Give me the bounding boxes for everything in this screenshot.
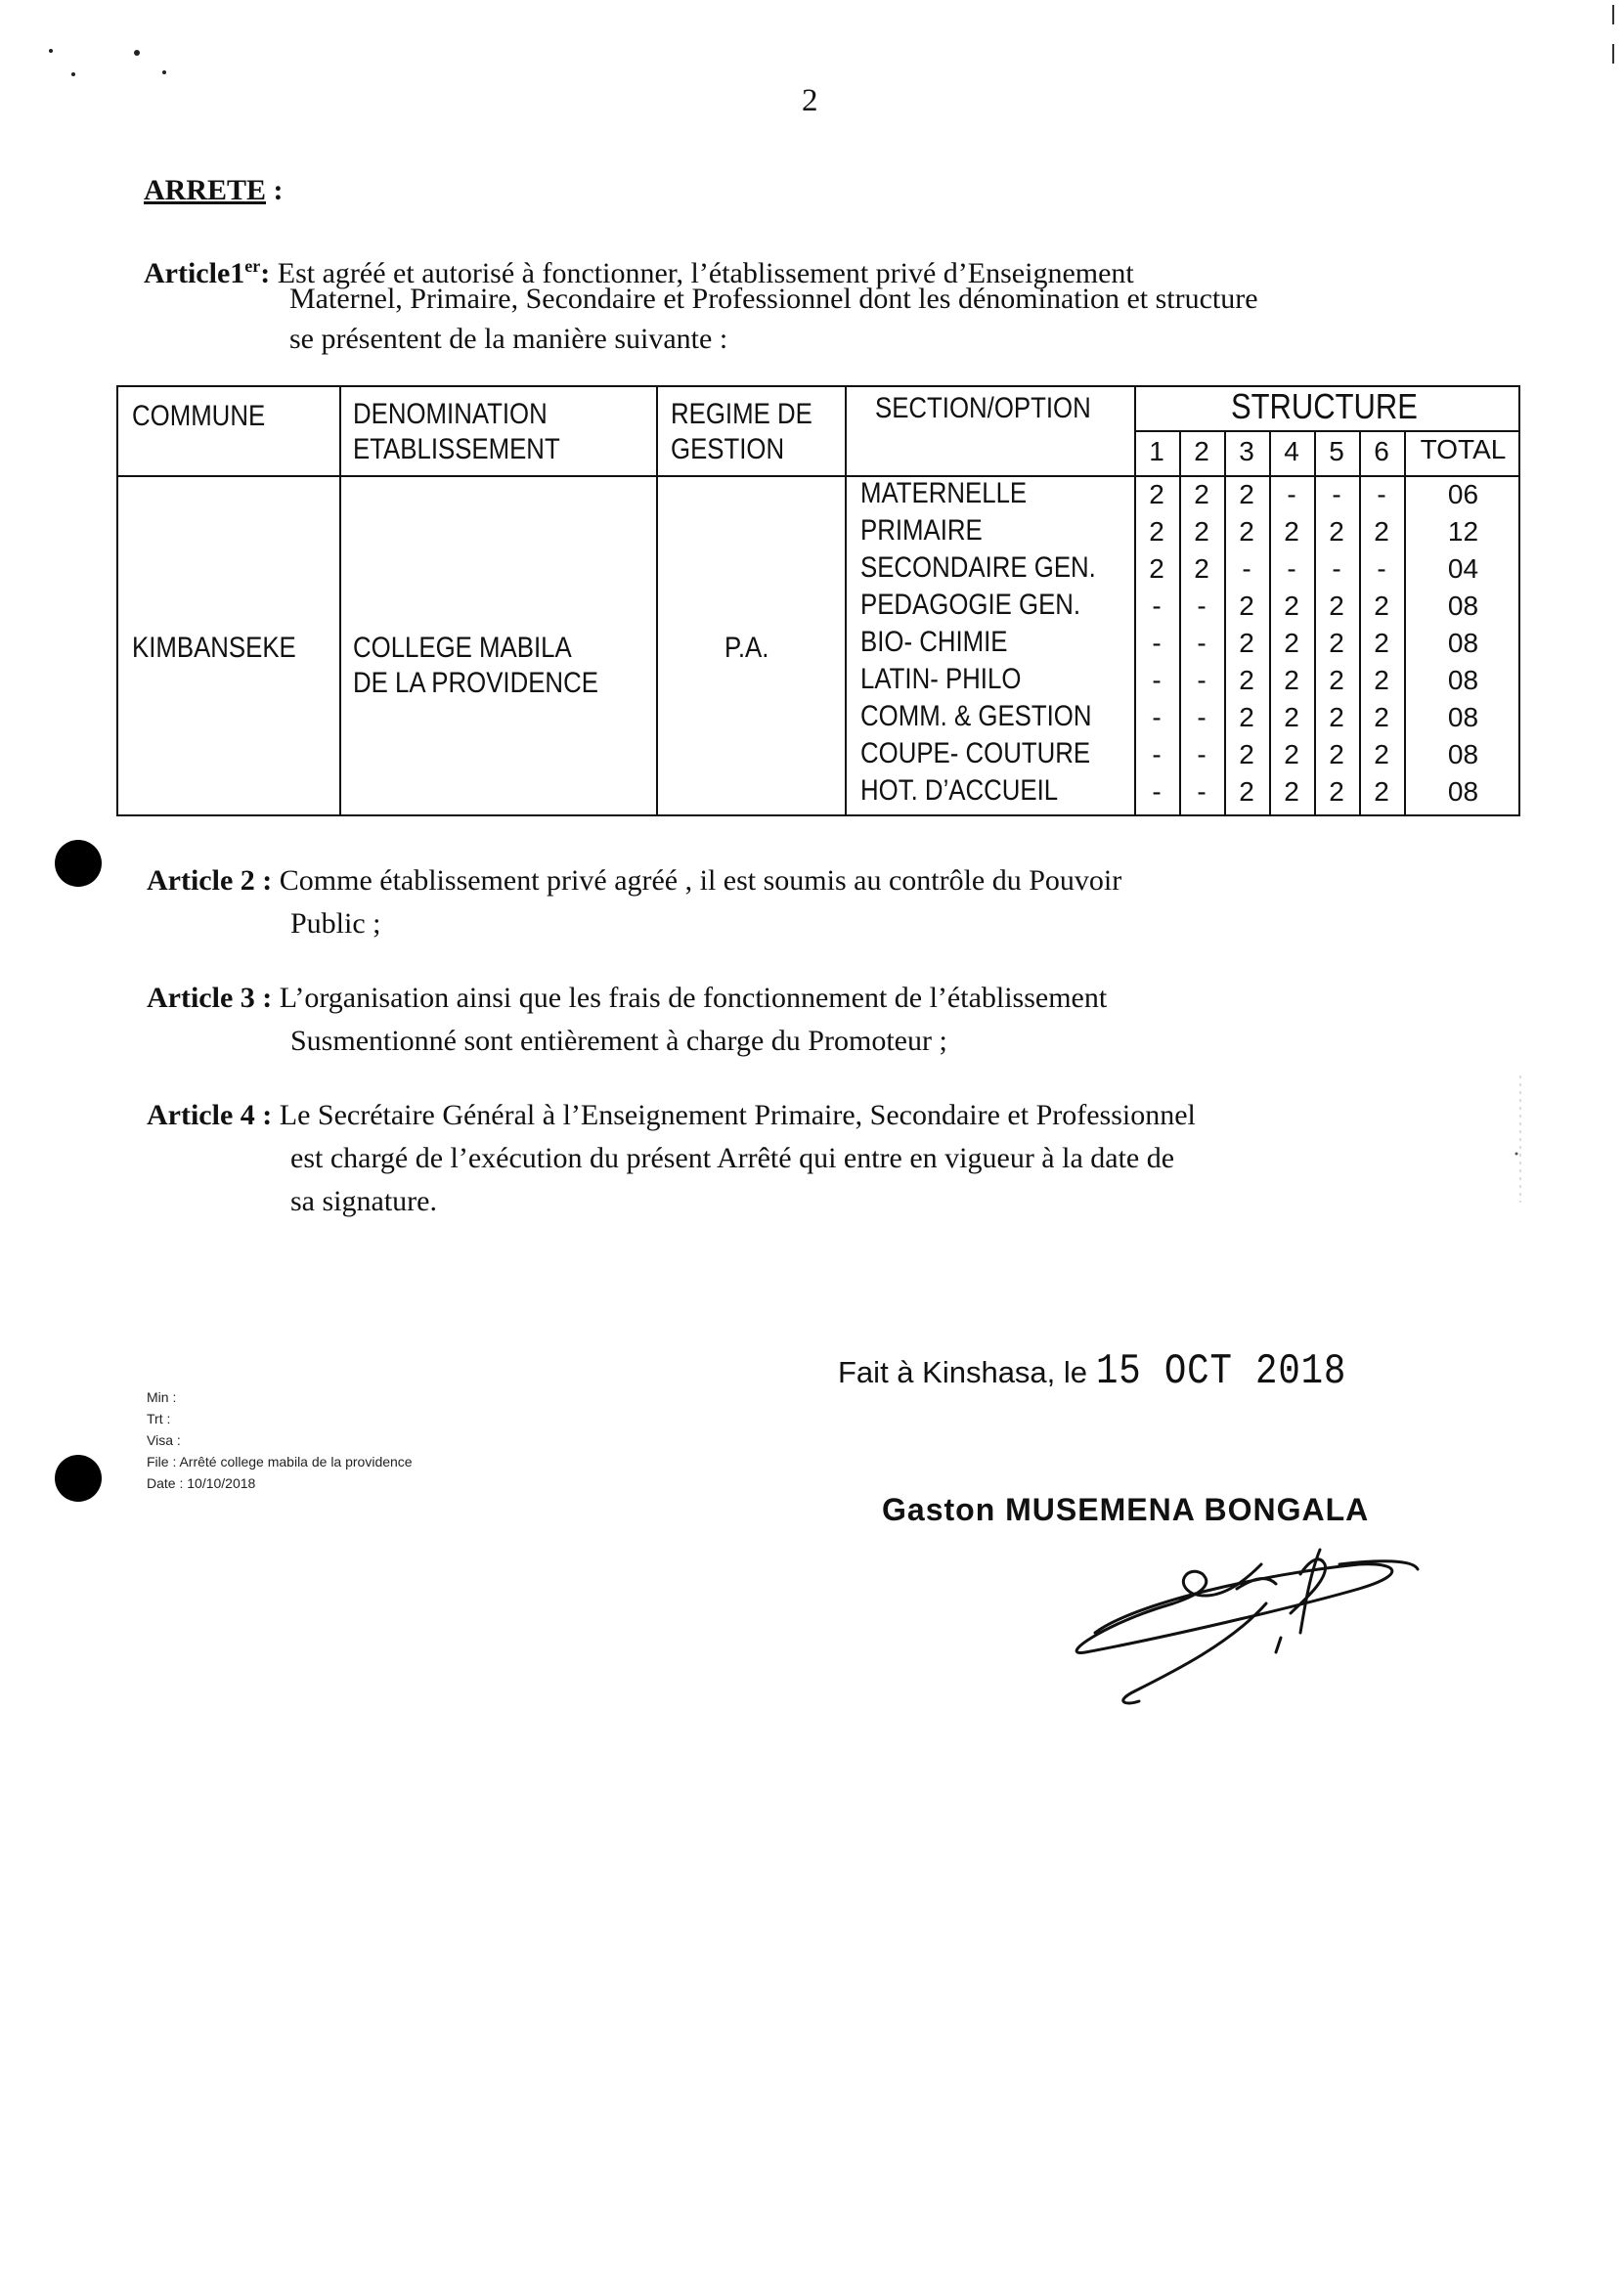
place-text: Fait à Kinshasa, le [838,1355,1088,1389]
row-total: 12 [1447,516,1479,547]
cell-denomination-2: DE LA PROVIDENCE [353,667,598,699]
article-1-text-2: Maternel, Primaire, Secondaire et Professionnel dont les dénomination et structure [289,283,1258,315]
row-year-6: 2 [1374,739,1389,769]
header-year-6: 6 [1374,436,1389,466]
header-section: SECTION/OPTION [875,392,1091,424]
article-1-colon: : [260,257,271,289]
row-year-2: - [1197,591,1207,621]
col-divider [845,387,847,814]
scan-specks [39,39,176,88]
row-year-6: 2 [1374,516,1389,547]
cell-regime: P.A. [724,632,769,664]
row-year-1: - [1152,665,1162,695]
row-total: 08 [1447,591,1479,621]
row-year-4: - [1287,479,1296,509]
row-year-5: 2 [1329,739,1344,769]
row-year-5: - [1332,553,1341,584]
punch-hole [55,1455,102,1502]
row-section: SECONDAIRE GEN. [860,551,1096,584]
row-year-4: 2 [1284,665,1299,695]
row-total: 08 [1447,628,1479,658]
article-1-text-3: se présentent de la manière suivante : [289,323,728,355]
row-year-4: 2 [1284,776,1299,807]
header-commune: COMMUNE [132,400,266,432]
row-year-6: 2 [1374,702,1389,732]
row-year-2: - [1197,739,1207,769]
row-total: 08 [1447,702,1479,732]
header-total: TOTAL [1420,434,1507,464]
row-year-1: 2 [1149,516,1164,547]
row-year-2: - [1197,665,1207,695]
row-year-2: - [1197,776,1207,807]
article-1-label [144,257,270,289]
article-2-text-2: Public ; [290,907,381,940]
meta-block [147,1386,413,1494]
place-and-date [838,1347,1390,1396]
row-year-5: 2 [1329,516,1344,547]
row-section: HOT. D’ACCUEIL [860,774,1059,807]
row-year-5: 2 [1329,776,1344,807]
header-structure: STRUCTURE [1231,386,1418,426]
row-year-5: 2 [1329,628,1344,658]
row-total: 04 [1447,553,1479,584]
scan-specks [1603,0,1623,88]
row-year-5: 2 [1329,665,1344,695]
row-year-3: 2 [1239,665,1254,695]
meta-visa: Visa : [147,1432,181,1448]
row-year-4: 2 [1284,739,1299,769]
article-3-text-2: Susmentionné sont entièrement à charge du Promoteur ; [290,1025,947,1057]
row-divider [1134,430,1518,432]
row-year-3: 2 [1239,702,1254,732]
meta-file: File : Arrêté college mabila de la providence [147,1454,413,1469]
header-denomination-1: DENOMINATION [353,398,548,430]
row-year-4: 2 [1284,516,1299,547]
article-1-sup: er [244,256,261,276]
row-year-1: - [1152,739,1162,769]
row-section: PRIMAIRE [860,514,983,547]
meta-min: Min : [147,1389,177,1405]
row-year-6: 2 [1374,591,1389,621]
header-denomination-2: ETABLISSEMENT [353,433,560,465]
row-year-4: 2 [1284,628,1299,658]
row-section: PEDAGOGIE GEN. [860,589,1081,621]
row-year-5: - [1332,479,1341,509]
row-total: 06 [1447,479,1479,509]
row-section: COUPE- COUTURE [860,737,1091,769]
row-year-6: - [1377,479,1386,509]
arrete-colon: : [266,174,284,206]
header-regime-2: GESTION [671,433,785,465]
meta-date: Date : 10/10/2018 [147,1475,256,1491]
article-1-text-1: Est agréé et autorisé à fonctionner, l’établissement privé d’Enseignement [277,257,1134,289]
row-year-1: 2 [1149,553,1164,584]
article-4-text-1: Le Secrétaire Général à l’Enseignement Primaire, Secondaire et Professionnel [279,1099,1196,1131]
row-section: BIO- CHIMIE [860,626,1008,658]
structure-table [116,385,1520,816]
signatory-name: Gaston MUSEMENA BONGALA [882,1492,1370,1527]
row-year-3: 2 [1239,591,1254,621]
header-year-1: 1 [1149,436,1164,466]
row-section: LATIN- PHILO [860,663,1022,695]
article-4-text-3: sa signature. [290,1185,437,1217]
row-year-1: - [1152,702,1162,732]
row-year-3: 2 [1239,776,1254,807]
row-year-3: 2 [1239,739,1254,769]
cell-commune: KIMBANSEKE [132,632,296,664]
row-year-4: 2 [1284,702,1299,732]
col-divider [339,387,341,814]
row-year-3: 2 [1239,516,1254,547]
arrete-title: ARRETE [144,174,267,206]
article-2-text-1: Comme établissement privé agréé , il est soumis au contrôle du Pouvoir [279,864,1122,897]
scan-specks [1511,1075,1540,1222]
row-total: 08 [1447,776,1479,807]
row-year-6: 2 [1374,628,1389,658]
row-year-4: 2 [1284,591,1299,621]
page-number: 2 [802,83,818,118]
row-year-6: 2 [1374,665,1389,695]
row-total: 08 [1447,665,1479,695]
article-3-line-1 [147,976,1107,1020]
row-section: COMM. & GESTION [860,700,1092,732]
row-year-1: 2 [1149,479,1164,509]
date-stamp: 15 OCT 2018 [1095,1347,1346,1396]
row-year-6: - [1377,553,1386,584]
col-divider [656,387,658,814]
row-year-6: 2 [1374,776,1389,807]
row-year-5: 2 [1329,591,1344,621]
row-year-4: - [1287,553,1296,584]
article-2-label: Article 2 : [147,864,273,897]
article-3-text-1: L’organisation ainsi que les frais de fonctionnement de l’établissement [279,982,1108,1014]
article-4-line-1 [147,1093,1196,1137]
handwritten-signature [1066,1545,1437,1721]
meta-trt: Trt : [147,1411,171,1426]
row-year-2: 2 [1194,553,1209,584]
header-year-4: 4 [1284,436,1299,466]
row-year-3: 2 [1239,479,1254,509]
row-year-1: - [1152,591,1162,621]
arrete-heading [144,174,284,207]
article-3-label: Article 3 : [147,982,273,1014]
row-section: MATERNELLE [860,477,1028,509]
row-year-3: - [1242,553,1251,584]
row-year-2: 2 [1194,479,1209,509]
article-4-label: Article 4 : [147,1099,273,1131]
row-year-3: 2 [1239,628,1254,658]
article-4-text-2: est chargé de l’exécution du présent Arrêté qui entre en vigueur à la date de [290,1142,1175,1174]
row-year-1: - [1152,776,1162,807]
header-year-2: 2 [1194,436,1209,466]
row-total: 08 [1447,739,1479,769]
header-year-3: 3 [1239,436,1254,466]
header-divider [118,475,1518,477]
header-year-5: 5 [1329,436,1344,466]
cell-denomination-1: COLLEGE MABILA [353,632,572,664]
header-regime-1: REGIME DE [671,398,812,430]
article-1-label-text: Article1 [144,257,245,289]
row-year-1: - [1152,628,1162,658]
row-year-2: 2 [1194,516,1209,547]
punch-hole [55,840,102,887]
article-2-line-1 [147,858,1121,902]
row-year-5: 2 [1329,702,1344,732]
row-year-2: - [1197,628,1207,658]
row-year-2: - [1197,702,1207,732]
